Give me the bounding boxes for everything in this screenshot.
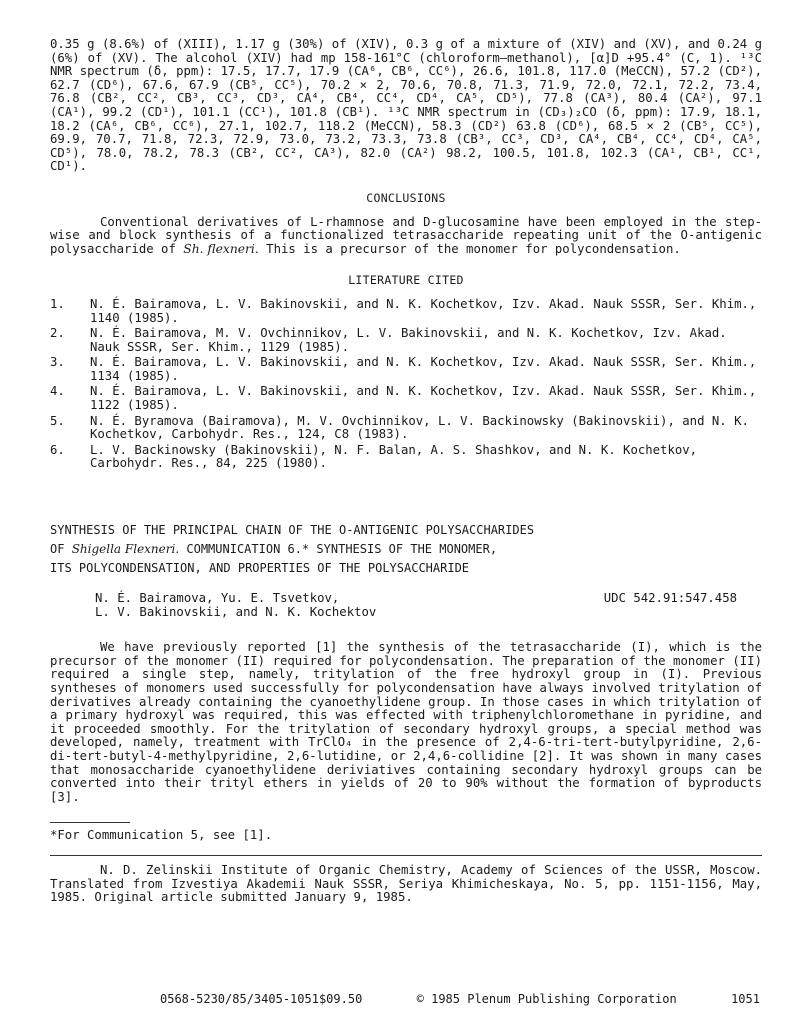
affiliation-divider <box>50 855 762 856</box>
page-number: 1051 <box>731 992 760 1006</box>
page-footer <box>160 993 760 1007</box>
reference-item: 2. N. É. Bairamova, M. V. Ovchinnikov, L. V. Bakinovskii, and N. K. Kochetkov, Izv. Akad. Nauk SSSR, Ser. Khim., 1129 (1985). <box>50 326 727 354</box>
reference-item: 4. N. É. Bairamova, L. V. Bakinovskii, and N. K. Kochetkov, Izv. Akad. Nauk SSSR, Ser. Khim., 1122 (1985). <box>50 384 757 413</box>
footnote-divider <box>50 822 130 823</box>
article-body-paragraph: We have previously reported [1] the synthesis of the tetrasaccharide (I), which is the precursor of the monomer (II) required for polycondensation. The preparation of the monomer (II) required a single step, namely, tritylation of the free hydroxyl group in (I). Previous syntheses of monomers used successfully for polycondensation have always involved tritylation of derivatives already containing the cyanoethylidene group. In those cases in which tritylation of a primary hydroxyl was required, this was effected with triphenylchloromethane in pyridine, and it proceeded smoothly. For the tritylation of secondary hydroxyl groups, a special method was developed, namely, treatment with TrClO₄ in the presence of 2,4-6-tri-tert-butylpyridine, 2,6-di-tert-butyl-4-methylpyridine, 2,6-lutidine, or 2,4,6-collidine [2]. It was shown in many cases that monosaccharide cyanoethylidene deriviatives containing secondary hydroxyl groups can be converted into their trityl ethers in yields of 20 to 90% without the formation of byproducts [3]. <box>50 640 762 804</box>
paper-page <box>50 38 762 905</box>
reference-item: 1. N. É. Bairamova, L. V. Bakinovskii, and N. K. Kochetkov, Izv. Akad. Nauk SSSR, Ser. Khim., 1140 (1985). <box>50 296 757 325</box>
literature-heading: LITERATURE CITED <box>348 273 464 288</box>
affiliation-note: N. D. Zelinskii Institute of Organic Chemistry, Academy of Sciences of the USSR, Moscow. Translated from Izvestiya Akademii Nauk SSSR, Seriya Khimicheskaya, No. 5, pp. 1151-1156, May, 1985. Original article submitted January 9, 1985. <box>50 862 762 905</box>
reference-item: 6. L. V. Backinowsky (Bakinovskii), N. F. Balan, A. S. Shashkov, and N. K. Kochetkov, Carbohydr. Res., 84, 225 (1980). <box>50 442 698 471</box>
reference-item: 3. N. É. Bairamova, L. V. Bakinovskii, and N. K. Kochetkov, Izv. Akad. Nauk SSSR, Ser. Khim., 1134 (1985). <box>50 355 757 383</box>
reference-item: 5. N. É. Byramova (Bairamova), M. V. Ovchinnikov, L. V. Backinowsky (Bakinovskii), and N. K. Kochetkov, Carbohydr. Res., 124, C8 (1983). <box>50 413 749 442</box>
article-title: SYNTHESIS OF THE PRINCIPAL CHAIN OF THE O-ANTIGENIC POLYSACCHARIDES OF Shigella Flexneri. COMMUNICATION 6.* SYNTHESIS OF THE MONOMER, ITS POLYCONDENSATION, AND PROPERTIES OF THE POLYSACCHARIDE <box>50 523 535 576</box>
footnote: *For Communication 5, see [1]. <box>50 828 273 843</box>
conclusions-paragraph <box>50 216 762 257</box>
reference-list <box>50 298 762 471</box>
udc-code: UDC 542.91:547.458 <box>603 591 737 606</box>
title-species: Shigella Flexneri. <box>71 542 180 557</box>
article-code: 0568-5230/85/3405-1051$09.50 <box>160 992 363 1006</box>
copyright: © 1985 Plenum Publishing Corporation <box>416 992 677 1006</box>
conclusions-text: Conventional derivatives of L-rhamnose and D-glucosamine have been employed in the step-wise and block synthesis of a functionalized tetrasaccharide repeating unit of the O-antigenic polysaccharide of <box>50 214 762 256</box>
author-list: N. É. Bairamova, Yu. E. Tsvetkov, L. V. Bakinovskii, and N. K. Kochektov <box>95 591 377 619</box>
conclusions-text-end: This is a precursor of the monomer for polycondensation. <box>258 241 681 256</box>
species-name: Sh. flexneri. <box>183 241 259 256</box>
nmr-data-paragraph: 0.35 g (8.6%) of (XIII), 1.17 g (30%) of (XIV), 0.3 g of a mixture of (XIV) and (XV), and 0.24 g (6%) of (XV). The alcohol (XIV) had mp 158-161°C (chloroform—methanol), [α]D +95.4° (C, 1). ¹³C NMR spectrum (δ, ppm): 17.5, 17.7, 17.9 (CA⁶, CB⁶, CC⁶), 26.6, 101.8, 117.0 (MeCCN), 57.2 (CD²), 62.7 (CD⁶), 67.6, 67.9 (CB⁵, CC⁵), 70.2 × 2, 70.6, 70.8, 71.3, 71.9, 72.0, 72.1, 72.2, 73.4, 76.8 (CB², CC², CB³, CC³, CD³, CA⁴, CB⁴, CC⁴, CD⁴, CA⁵, CD⁵), 77.8 (CA³), 80.4 (CA²), 97.1 (CA¹), 99.2 (CD¹), 101.1 (CC¹), 101.8 (CB¹). ¹³C NMR spectrum in (CD₃)₂CO (δ, ppm): 17.9, 18.1, 18.2 (CA⁶, CB⁶, CC⁶), 27.1, 102.7, 118.2 (MeCCN), 58.3 (CD²) 63.8 (CD⁶), 68.5 × 2 (CB⁵, CC⁵), 69.9, 70.7, 71.8, 72.3, 72.9, 73.0, 73.2, 73.3, 73.8 (CB³, CC³, CD³, CA⁴, CB⁴, CC⁴, CD⁴, CA⁵, CD⁵), 78.0, 78.2, 78.3 (CB², CC², CA³), 82.0 (CA²) 98.2, 100.5, 101.8, 102.3 (CA¹, CB¹, CC¹, CD¹). <box>50 37 762 174</box>
conclusions-heading: CONCLUSIONS <box>366 190 446 205</box>
authors-row <box>50 592 762 619</box>
